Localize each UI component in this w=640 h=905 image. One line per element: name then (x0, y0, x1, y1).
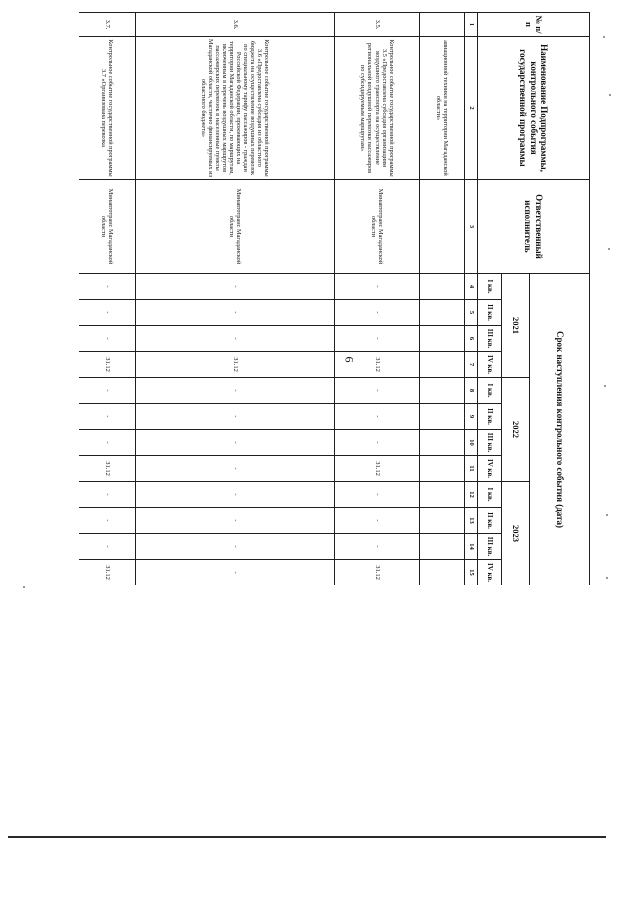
header-year-2021: 2021 (502, 274, 530, 378)
event-name: Контрольное событие государственной программы 3.5 «Предоставлена субсидия организациям воздушного транспорта на осуществление региональной воздушной перевозки пассажиров по субсидируемым маршрутам» (335, 37, 420, 180)
header-quarter: II кв. (478, 508, 502, 534)
quarter-cell: - (335, 274, 420, 300)
executor: Минавтотранс Магаданской области (335, 180, 420, 274)
quarter-cell: - (136, 378, 335, 404)
header-quarter: III кв. (478, 534, 502, 560)
document-page (79, 12, 590, 585)
header-quarter: II кв. (478, 300, 502, 326)
header-executor: Ответственный исполнитель (478, 180, 590, 274)
quarter-cell: - (79, 534, 136, 560)
row-num: 3.7. (79, 13, 136, 37)
scan-speck (606, 577, 608, 579)
header-year-2023: 2023 (502, 482, 530, 586)
header-quarter: II кв. (478, 404, 502, 430)
quarter-cell (420, 274, 465, 300)
header-quarter: I кв. (478, 274, 502, 300)
quarter-cell: 31.12 (79, 352, 136, 378)
quarter-cell: - (136, 534, 335, 560)
quarter-cell: - (335, 430, 420, 456)
quarter-cell: - (136, 274, 335, 300)
column-number: 13 (465, 508, 478, 534)
scan-speck (603, 36, 605, 38)
quarter-cell: - (335, 534, 420, 560)
quarter-cell: 31.12 (136, 352, 335, 378)
row-num: 3.5. (335, 13, 420, 37)
column-number: 2 (465, 37, 478, 180)
quarter-cell (420, 534, 465, 560)
quarter-cell: 31.12 (79, 560, 136, 586)
quarter-cell: - (136, 560, 335, 586)
column-number: 4 (465, 274, 478, 300)
row-num (420, 13, 465, 37)
header-quarter: III кв. (478, 326, 502, 352)
header-name: Наименование Подпрограммы, контрольного события государственной программы (478, 37, 590, 180)
quarter-cell: - (79, 482, 136, 508)
quarter-cell: - (335, 508, 420, 534)
scan-speck (606, 514, 608, 516)
header-quarter: I кв. (478, 482, 502, 508)
quarter-cell (420, 404, 465, 430)
table-row (136, 13, 335, 586)
quarter-cell (420, 508, 465, 534)
column-number: 14 (465, 534, 478, 560)
header-quarter: IV кв. (478, 560, 502, 586)
column-number: 15 (465, 560, 478, 586)
column-numbers-row (465, 13, 478, 586)
quarter-cell (420, 430, 465, 456)
quarter-cell: - (136, 456, 335, 482)
column-number: 3 (465, 180, 478, 274)
quarter-cell (420, 300, 465, 326)
quarter-cell: 31.12 (79, 456, 136, 482)
quarter-cell (420, 352, 465, 378)
quarter-cell: - (335, 482, 420, 508)
rotated-table-container (79, 12, 590, 585)
quarter-cell: - (136, 430, 335, 456)
row-num: 3.6. (136, 13, 335, 37)
quarter-cell (420, 456, 465, 482)
quarter-cell: - (335, 404, 420, 430)
header-quarter: III кв. (478, 430, 502, 456)
event-name: авиационной техники на территории Магаданской области» (420, 37, 465, 180)
scan-edge-line (8, 836, 606, 838)
quarter-cell: - (79, 404, 136, 430)
table-row (79, 13, 136, 586)
quarter-cell: - (79, 300, 136, 326)
header-quarter: I кв. (478, 378, 502, 404)
quarter-cell (420, 560, 465, 586)
executor: Минавтотранс Магаданской области (79, 180, 136, 274)
quarter-cell: - (136, 508, 335, 534)
scan-speck (23, 586, 25, 588)
quarter-cell: 31.12 (335, 456, 420, 482)
event-name: Контрольное событие государственной программы 3.6 «Предоставлена субсидия из областного бюджета на осуществление воздушных перевозок по специальному тарифу пассажиров - граждан Российской Федерации, проживающих на территории Магаданской области, по маршрутам, включенным в перечень воздушных маршрутов пассажирских перевозок в населенные пункты Магаданской области, частично финансируемых из областного бюджета» (136, 37, 335, 180)
table-row (335, 13, 420, 586)
quarter-cell: - (79, 378, 136, 404)
column-number: 6 (465, 326, 478, 352)
quarter-cell: 31.12 (335, 352, 420, 378)
column-number: 8 (465, 378, 478, 404)
header-quarter: IV кв. (478, 352, 502, 378)
quarter-cell: - (335, 326, 420, 352)
quarter-cell: - (79, 430, 136, 456)
column-number: 12 (465, 482, 478, 508)
quarter-cell: - (335, 300, 420, 326)
header-timeline: Срок наступления контрольного события (дата) (530, 274, 590, 586)
quarter-cell: - (79, 508, 136, 534)
header-quarter: IV кв. (478, 456, 502, 482)
header-year-2022: 2022 (502, 378, 530, 482)
header-num: № п/п (478, 13, 590, 37)
executor: Минавтотранс Магаданской области (136, 180, 335, 274)
event-name: Контрольное событие государственной программы 3.7 «Организована перевозка (79, 37, 136, 180)
scan-speck (604, 385, 606, 387)
quarter-cell: - (136, 300, 335, 326)
column-number: 11 (465, 456, 478, 482)
column-number: 5 (465, 300, 478, 326)
quarter-cell (420, 482, 465, 508)
quarter-cell: - (136, 404, 335, 430)
column-number: 7 (465, 352, 478, 378)
quarter-cell: - (79, 274, 136, 300)
column-number: 1 (465, 13, 478, 37)
control-events-table (79, 12, 590, 585)
quarter-cell (420, 378, 465, 404)
executor (420, 180, 465, 274)
scan-speck (608, 248, 610, 250)
quarter-cell: - (136, 326, 335, 352)
quarter-cell (420, 326, 465, 352)
column-number: 9 (465, 404, 478, 430)
page-number: 6 (342, 356, 357, 363)
quarter-cell: - (79, 326, 136, 352)
quarter-cell: - (335, 378, 420, 404)
table-row (420, 13, 465, 586)
scan-speck (609, 94, 611, 96)
column-number: 10 (465, 430, 478, 456)
quarter-cell: 31.12 (335, 560, 420, 586)
quarter-cell: - (136, 482, 335, 508)
